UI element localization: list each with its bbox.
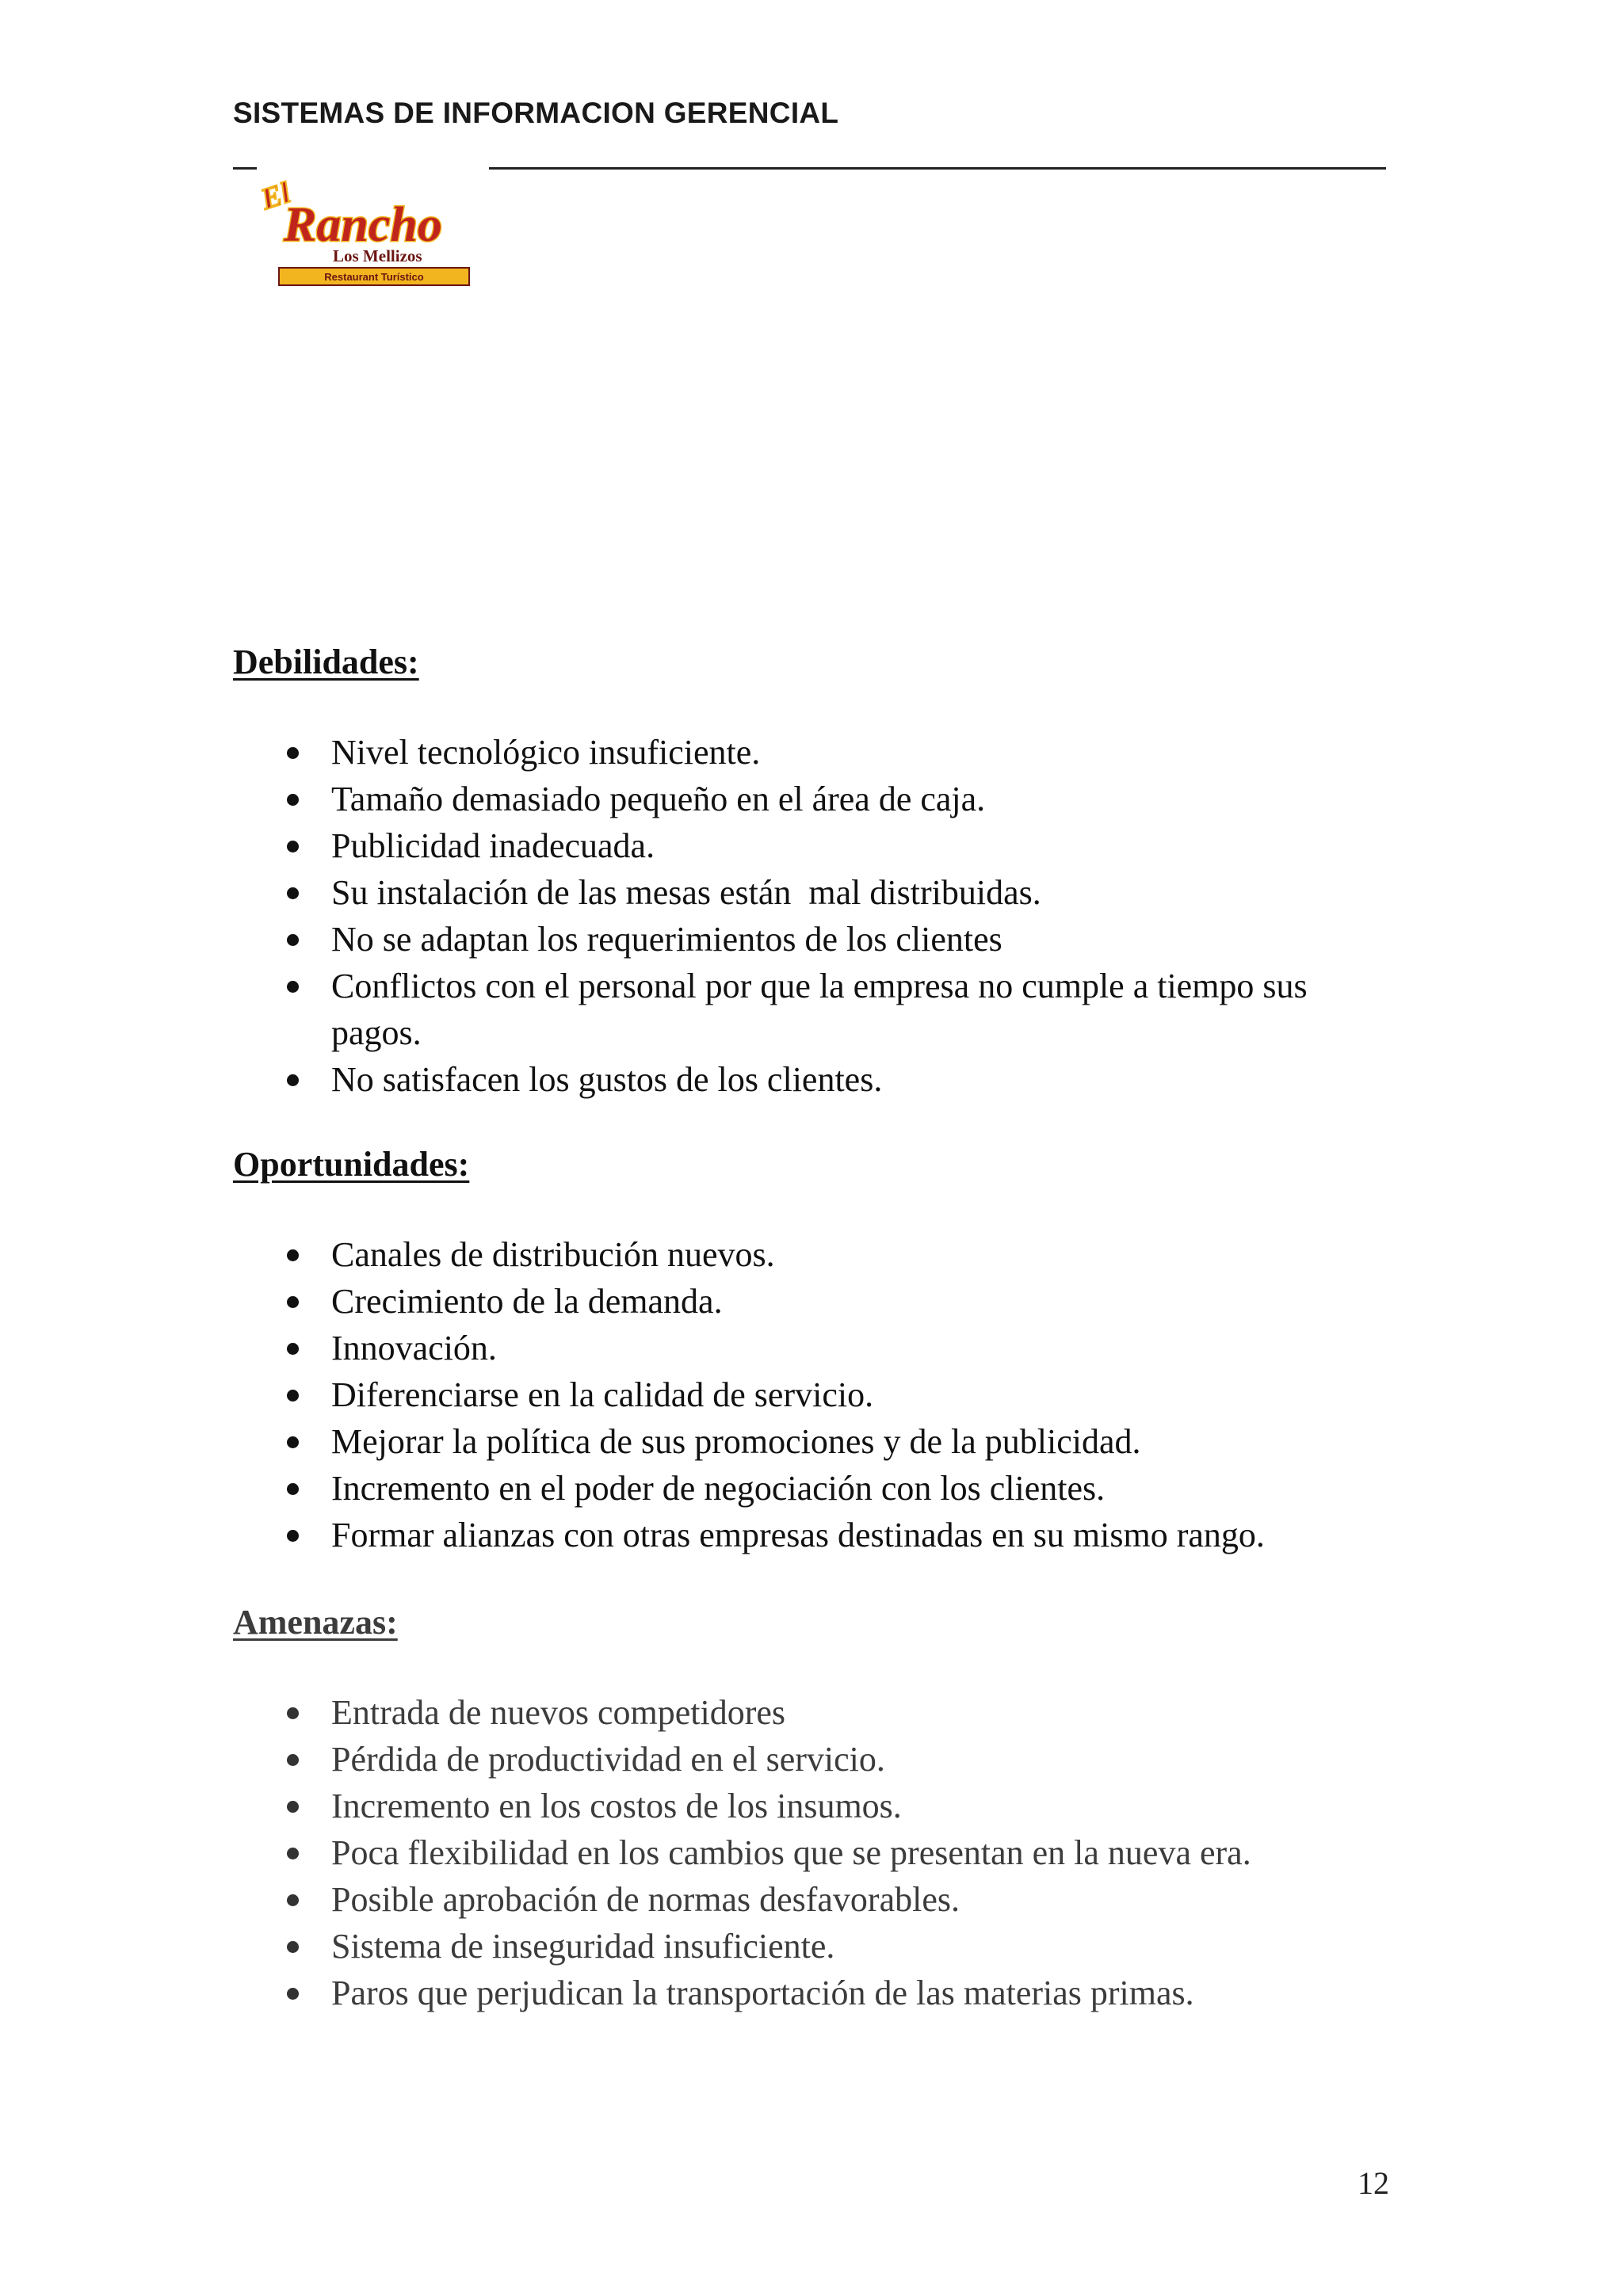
list-oportunidades bbox=[233, 1231, 1406, 1558]
section-title-amenazas: Amenazas: bbox=[233, 1603, 398, 1642]
bullet-icon bbox=[287, 934, 299, 946]
list-item: No se adaptan los requerimientos de los clientes bbox=[233, 916, 1401, 963]
bullet-icon bbox=[287, 1074, 299, 1086]
el-rancho-logo bbox=[255, 173, 501, 292]
list-item: Incremento en los costos de los insumos. bbox=[233, 1783, 1401, 1829]
list-item: Diferenciarse en la calidad de servicio. bbox=[233, 1371, 1401, 1418]
logo-restaurant-text: Restaurant Turístico bbox=[324, 271, 424, 283]
list-item: Innovación. bbox=[233, 1325, 1401, 1371]
bullet-icon bbox=[287, 1801, 299, 1813]
bullet-icon bbox=[287, 887, 299, 899]
logo-el-text: El bbox=[257, 176, 295, 217]
list-item: Crecimiento de la demanda. bbox=[233, 1278, 1401, 1325]
bullet-icon bbox=[287, 841, 299, 852]
list-item: Entrada de nuevos competidores bbox=[233, 1689, 1401, 1736]
list-item: No satisfacen los gustos de los clientes. bbox=[233, 1056, 1401, 1103]
section-oportunidades bbox=[233, 1142, 1406, 1558]
bullet-icon bbox=[287, 1848, 299, 1859]
page-header-title: SISTEMAS DE INFORMACION GERENCIAL bbox=[233, 97, 839, 129]
section-title-debilidades: Debilidades: bbox=[233, 643, 419, 681]
list-item: Sistema de inseguridad insuficiente. bbox=[233, 1923, 1401, 1970]
list-item: Incremento en el poder de negociación con los clientes. bbox=[233, 1465, 1401, 1512]
header-rule-short bbox=[233, 167, 257, 170]
list-item: Poca flexibilidad en los cambios que se presentan en la nueva era. bbox=[233, 1829, 1401, 1876]
list-item: Nivel tecnológico insuficiente. bbox=[233, 729, 1401, 776]
list-item: Mejorar la política de sus promociones y de la publicidad. bbox=[233, 1418, 1401, 1465]
list-item: Paros que perjudican la transportación de las materias primas. bbox=[233, 1970, 1401, 2016]
logo-rancho-text: Rancho bbox=[284, 198, 442, 252]
section-title-oportunidades: Oportunidades: bbox=[233, 1145, 470, 1184]
bullet-icon bbox=[287, 1483, 299, 1495]
logo-los-mellizos-text: Los Mellizos bbox=[333, 246, 422, 265]
list-debilidades bbox=[233, 729, 1406, 1103]
list-item: Tamaño demasiado pequeño en el área de caja. bbox=[233, 776, 1401, 822]
bullet-icon bbox=[287, 981, 299, 993]
bullet-icon bbox=[287, 794, 299, 806]
bullet-icon bbox=[287, 1530, 299, 1542]
list-amenazas bbox=[233, 1689, 1406, 2016]
bullet-icon bbox=[287, 1436, 299, 1448]
list-item: Canales de distribución nuevos. bbox=[233, 1231, 1401, 1278]
list-item: Formar alianzas con otras empresas destinadas en su mismo rango. bbox=[233, 1512, 1401, 1558]
bullet-icon bbox=[287, 1894, 299, 1906]
list-item: Conflictos con el personal por que la empresa no cumple a tiempo sus pagos. bbox=[233, 963, 1322, 1056]
bullet-icon bbox=[287, 1988, 299, 2000]
page-number: 12 bbox=[1358, 2165, 1389, 2201]
bullet-icon bbox=[287, 1343, 299, 1355]
list-item: Posible aprobación de normas desfavorables. bbox=[233, 1876, 1401, 1923]
section-debilidades bbox=[233, 640, 1406, 1103]
bullet-icon bbox=[287, 1941, 299, 1953]
bullet-icon bbox=[287, 1296, 299, 1308]
list-item: Publicidad inadecuada. bbox=[233, 822, 1401, 869]
bullet-icon bbox=[287, 747, 299, 759]
bullet-icon bbox=[287, 1707, 299, 1719]
bullet-icon bbox=[287, 1390, 299, 1402]
list-item: Su instalación de las mesas están mal distribuidas. bbox=[233, 869, 1401, 916]
header-rule-long bbox=[489, 167, 1386, 170]
bullet-icon bbox=[287, 1249, 299, 1261]
bullet-icon bbox=[287, 1754, 299, 1766]
section-amenazas bbox=[233, 1600, 1406, 2016]
list-item: Pérdida de productividad en el servicio. bbox=[233, 1736, 1401, 1783]
